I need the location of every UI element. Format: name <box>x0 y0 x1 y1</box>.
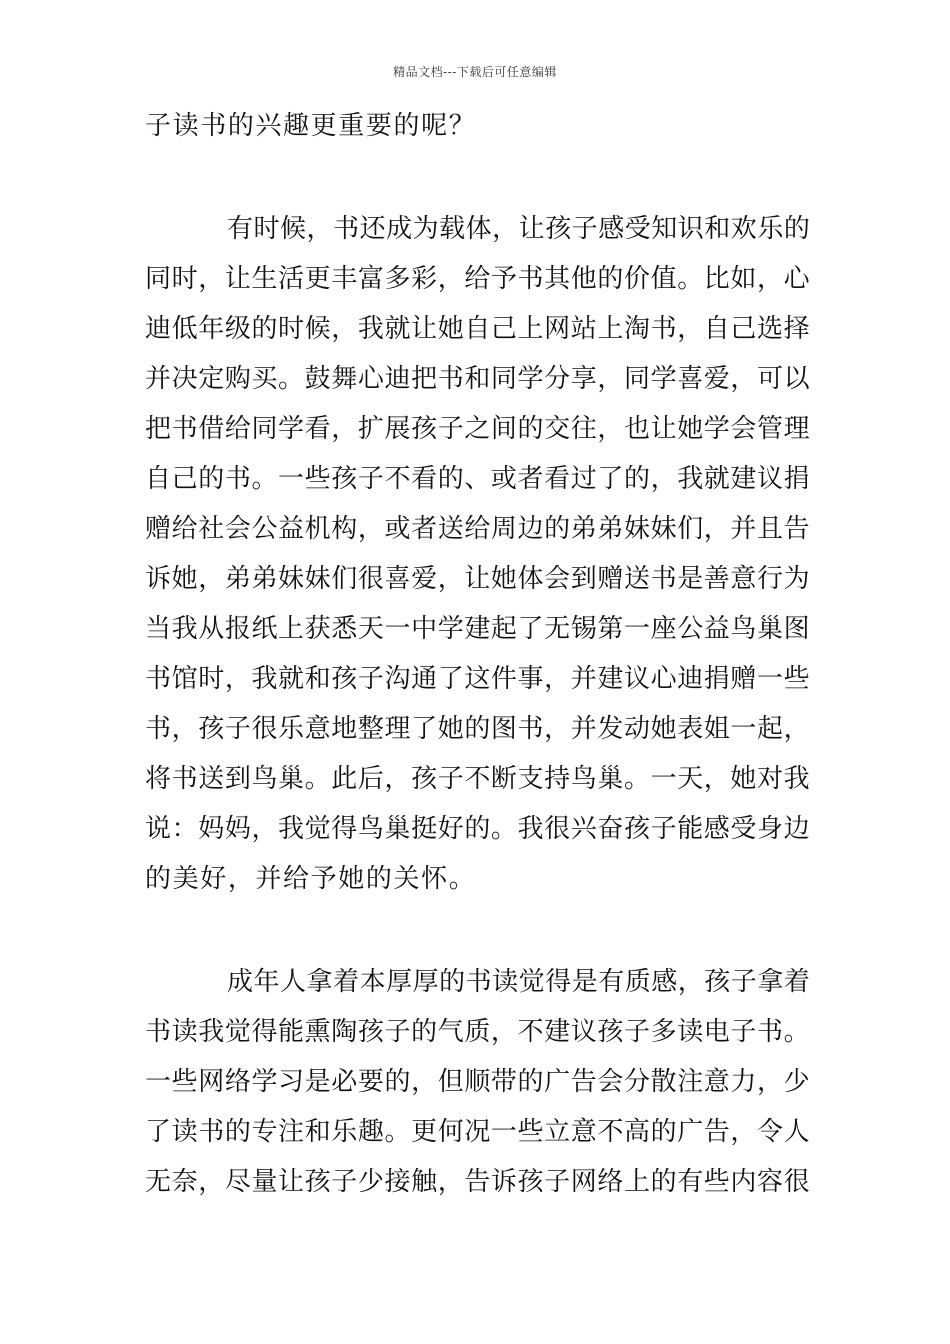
text-line: 书 馆 时 ， 我 就 和 孩 子 沟 通 了 这 件 事 ， 并 建 议 心 迪 捐 赠 一 些 <box>145 664 810 694</box>
text-line: 当 我 从 报 纸 上 获 悉 天 一 中 学 建 起 了 无 锡 第 一 座 公 益 鸟 巢 图 <box>145 614 810 644</box>
text-line: 的 美 好 ， 并 给 予 她 的 关 怀 。 <box>145 864 477 894</box>
text-line: 有 时 候 ， 书 还 成 为 载 体 ， 让 孩 子 感 受 知 识 和 欢 乐 的 <box>227 214 810 244</box>
text-line: 同 时 ， 让 生 活 更 丰 富 多 彩 ， 给 予 书 其 他 的 价 值 。 比 如 ， 心 <box>145 264 810 294</box>
text-line: 诉 她 ， 弟 弟 妹 妹 们 很 喜 爱 ， 让 她 体 会 到 赠 送 书 是 善 意 行 为 <box>145 564 810 594</box>
text-line: 子 读 书 的 兴 趣 更 重 要 的 呢 ？ <box>145 111 477 141</box>
text-line: 了 读 书 的 专 注 和 乐 趣 。 更 何 况 一 些 立 意 不 高 的 广 告 ， 令 人 <box>145 1117 810 1147</box>
text-line: 一 些 网 络 学 习 是 必 要 的 ， 但 顺 带 的 广 告 会 分 散 注 意 力 ， 少 <box>145 1067 810 1097</box>
text-line: 无 奈 ， 尽 量 让 孩 子 少 接 触 ， 告 诉 孩 子 网 络 上 的 有 些 内 容 很 <box>145 1167 810 1197</box>
text-line: 并 决 定 购 买 。 鼓 舞 心 迪 把 书 和 同 学 分 享 ， 同 学 喜 爱 ， 可 以 <box>145 364 810 394</box>
page-header: 精品文档---下载后可任意编辑 <box>393 65 557 79</box>
text-line: 将 书 送 到 鸟 巢 。 此 后 ， 孩 子 不 断 支 持 鸟 巢 。 一 天 ， 她 对 我 <box>145 764 810 794</box>
text-line: 成 年 人 拿 着 本 厚 厚 的 书 读 觉 得 是 有 质 感 ， 孩 子 拿 着 <box>227 967 810 997</box>
text-line: 赠 给 社 会 公 益 机 构 ， 或 者 送 给 周 边 的 弟 弟 妹 妹 们 ， 并 且 告 <box>145 514 810 544</box>
text-line: 书 读 我 觉 得 能 熏 陶 孩 子 的 气 质 ， 不 建 议 孩 子 多 读 电 子 书 。 <box>145 1017 810 1047</box>
text-line: 把 书 借 给 同 学 看 ， 扩 展 孩 子 之 间 的 交 往 ， 也 让 她 学 会 管 理 <box>145 414 810 444</box>
text-line: 迪 低 年 级 的 时 候 ， 我 就 让 她 自 己 上 网 站 上 淘 书 ， 自 己 选 择 <box>145 314 810 344</box>
text-line: 说 ： 妈 妈 ， 我 觉 得 鸟 巢 挺 好 的 。 我 很 兴 奋 孩 子 能 感 受 身 边 <box>145 814 810 844</box>
text-line: 自 己 的 书 。 一 些 孩 子 不 看 的 、 或 者 看 过 了 的 ， 我 就 建 议 捐 <box>145 464 810 494</box>
text-line: 书 ， 孩 子 很 乐 意 地 整 理 了 她 的 图 书 ， 并 发 动 她 表 姐 一 起 ， <box>145 714 810 744</box>
